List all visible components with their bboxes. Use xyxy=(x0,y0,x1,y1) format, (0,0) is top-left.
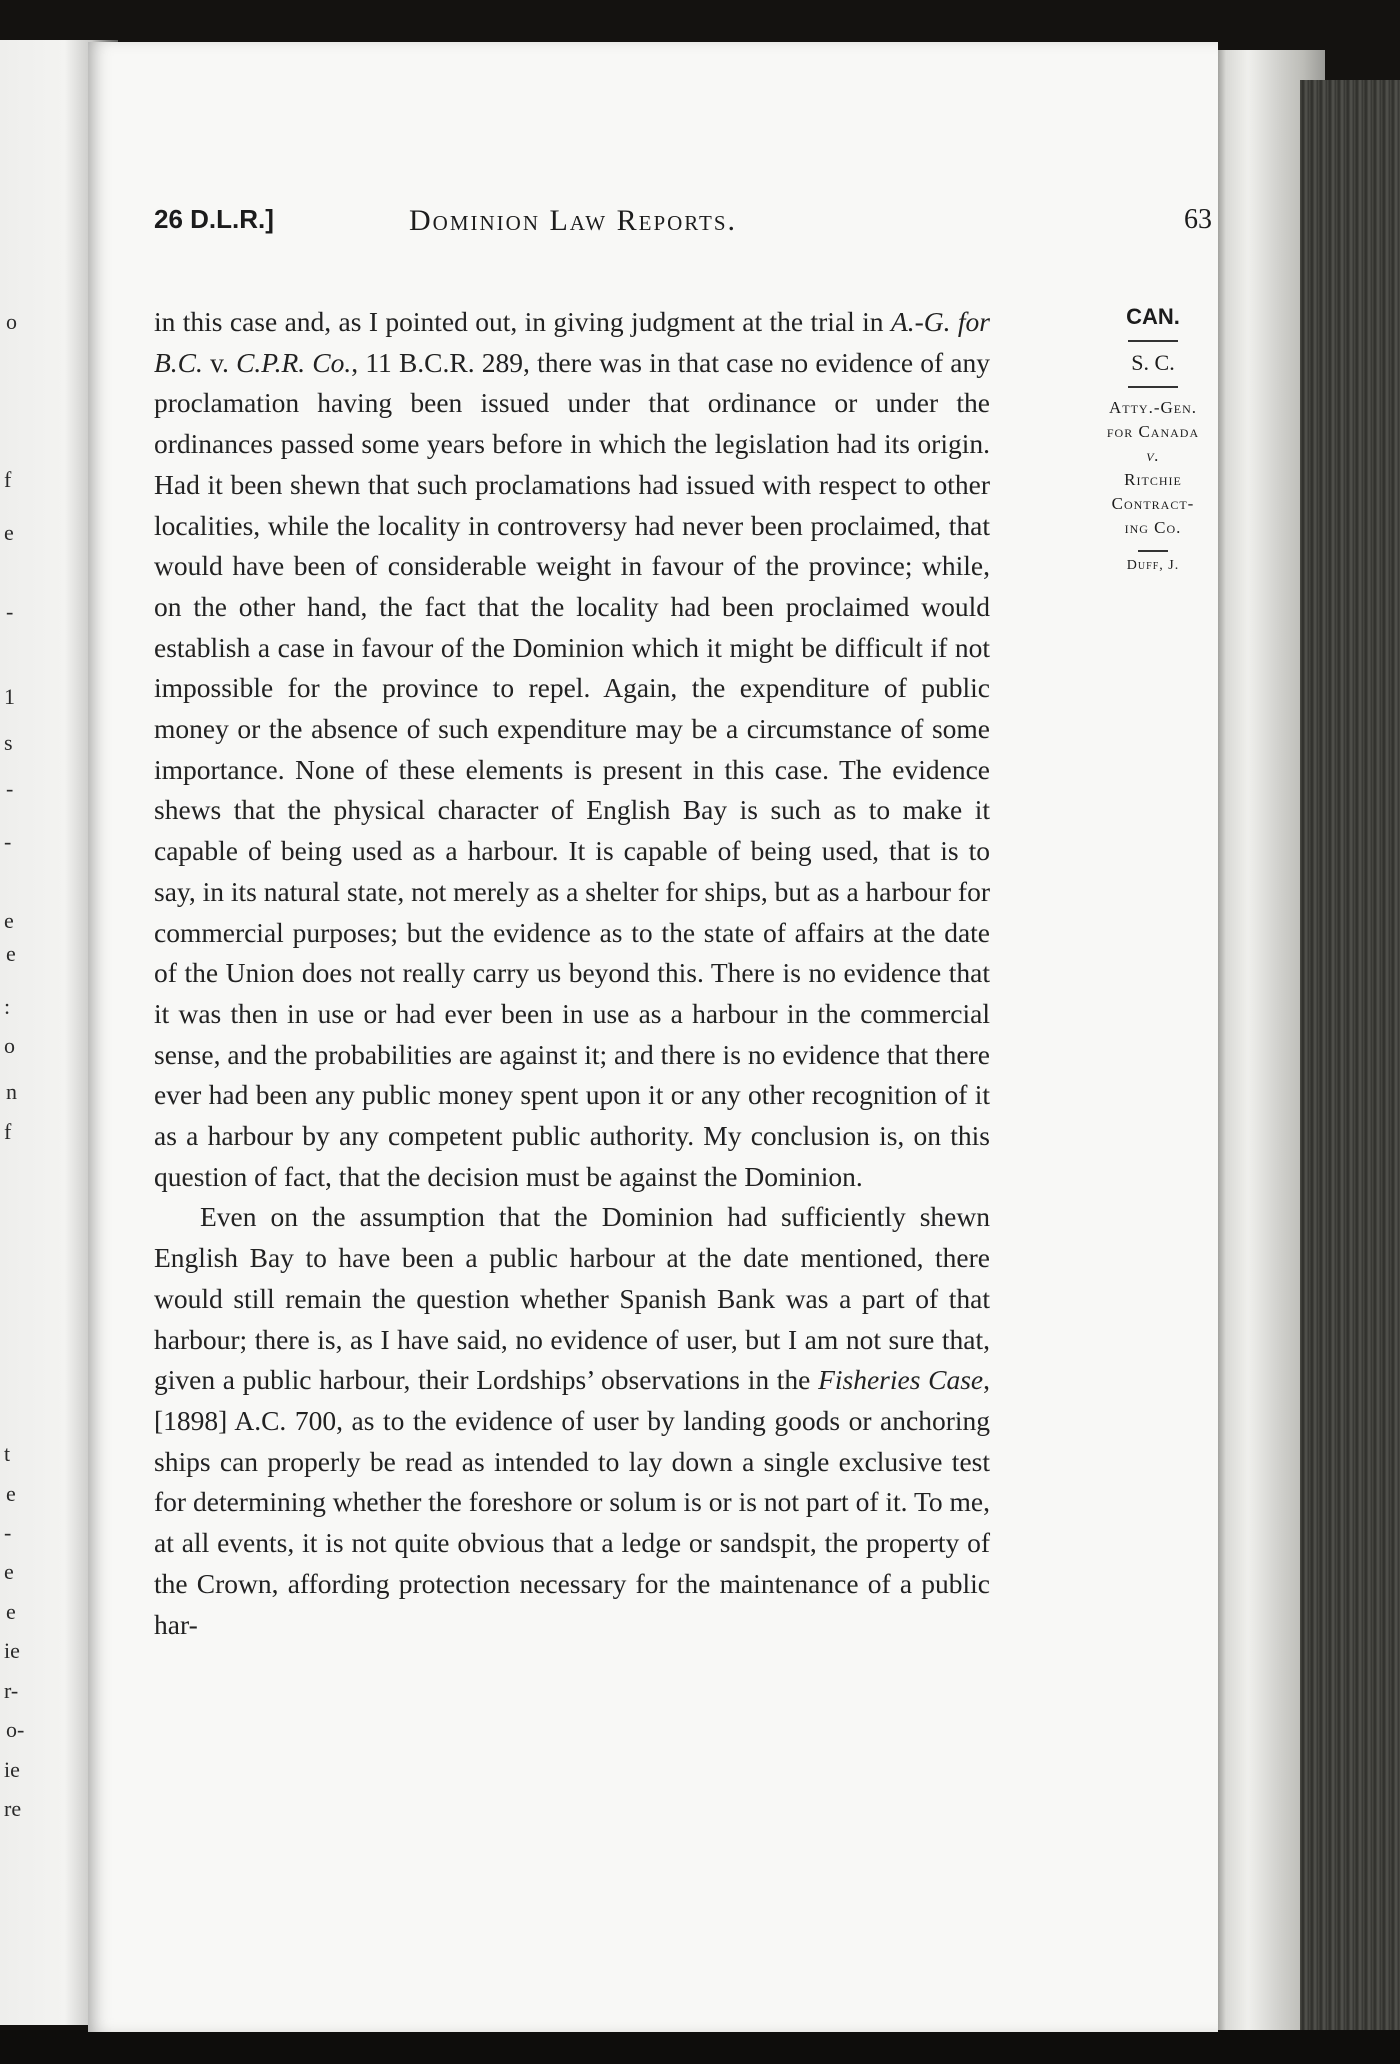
facing-page-char: r- xyxy=(4,1677,19,1703)
case-margin-note xyxy=(1078,304,1228,574)
facing-page-char: e xyxy=(4,1559,14,1585)
facing-page-char: - xyxy=(6,598,14,624)
facing-page-char: ie xyxy=(4,1756,20,1782)
facing-page-char: f xyxy=(4,1118,12,1144)
facing-page-char: o xyxy=(6,309,17,335)
case-citation: A.-G. for B.C. xyxy=(154,306,990,378)
party-plaintiff: Atty.-Gen. for Canada v. Ritchie Contract- ing Co. xyxy=(1078,396,1228,540)
document-page xyxy=(88,42,1218,2032)
facing-page-char: e xyxy=(6,940,16,966)
rule-divider xyxy=(1128,386,1178,388)
court-label: CAN. xyxy=(1126,304,1180,329)
facing-page-char: t xyxy=(4,1441,11,1467)
page-number: 63 xyxy=(1184,204,1212,235)
running-header xyxy=(154,204,1234,244)
text-run: Even on the assumption that the Dominion had sufficiently shewn English Bay to have been a public harbour at the date mentioned, there would still remain the question whether Spanish Bank was a part of that harbour; there is, as I have said, no evidence of user, but I am not sure that, given a public harbour, their Lordships’ observations in the xyxy=(154,1201,990,1396)
court-division: S. C. xyxy=(1131,350,1175,375)
facing-page-char: : xyxy=(4,993,11,1019)
volume-reference: 26 D.L.R.] xyxy=(154,204,274,234)
rule-divider xyxy=(1128,340,1178,342)
text-run: v. xyxy=(202,346,237,378)
publication-title: Dominion Law Reports. xyxy=(409,204,738,237)
facing-page-char: 1 xyxy=(4,684,15,710)
facing-page-char: e xyxy=(4,908,14,934)
book-spine-edge xyxy=(1300,80,1400,2040)
facing-page-char: e xyxy=(6,1480,16,1506)
text-run: in this case and, as I pointed out, in giving judgment at the trial in xyxy=(154,306,891,337)
facing-page-char: ie xyxy=(4,1638,20,1664)
facing-page-char: o xyxy=(4,1033,15,1059)
facing-page-char: f xyxy=(4,467,12,493)
facing-page-char: - xyxy=(6,776,14,802)
text-run: , [1898] A.C. 700, as to the evidence of user by landing goods or anchoring ships can properly be read as intended to lay down a single exclusive test for determining whether the foreshore or solum is or is not part of it. To me, at all events, it is not quite obvious that a ledge or sandspit, the property of the Crown, affording protection necessary for the maintenance of a public har- xyxy=(154,1364,990,1640)
case-citation: C.P.R. Co. xyxy=(236,346,352,378)
bottom-shadow xyxy=(0,2030,1400,2064)
facing-page-char: o- xyxy=(6,1717,25,1743)
judge-name: Duff, J. xyxy=(1126,558,1180,573)
case-citation: Fisheries Case xyxy=(818,1364,984,1396)
paragraph-2 xyxy=(154,1197,990,1645)
facing-page-char: re xyxy=(4,1796,22,1822)
text-run: , 11 B.C.R. 289, there was in that case no evidence of any proclamation having been issued under that ordinance or under the ordinances passed some years before in which the legislation had its origin. Had it been shewn that such proclamations had issued with respect to other localities, while the locality in controversy had never been proclaimed, that would have been of considerable weight in favour of the province; while, on the other hand, the fact that the locality had been proclaimed would establish a case in favour of the Dominion which it might be difficult if not impossible for the province to repel. Again, the expenditure of public money or the absence of such expenditure may be a circumstance of some importance. None of these elements is present in this case. The evidence shews that the physical character of English Bay is such as to make it capable of being used as a harbour. It is capable of being used, that is to say, in its natural state, not merely as a shelter for ships, but as a harbour for commercial purposes; but the evidence as to the state of affairs at the date of the Union does not really carry us beyond this. There is no evidence that it was then in use or had ever been in use as a harbour in the commercial sense, and the probabilities are against it; and there is no evidence that there ever had been any public money spent upon it or any other recognition of it as a harbour by any competent public authority. My conclusion is, on this question of fact, that the decision must be against the Dominion. xyxy=(154,346,990,1192)
facing-page-char: e xyxy=(4,519,14,545)
versus-label: v. xyxy=(1146,446,1160,465)
facing-page-char: n xyxy=(6,1079,17,1105)
paragraph-1 xyxy=(154,302,990,1197)
facing-page-char: e xyxy=(6,1598,16,1624)
body-text xyxy=(154,302,990,1645)
facing-page-char: - xyxy=(4,829,12,855)
facing-page-char: s xyxy=(4,730,13,756)
rule-divider xyxy=(1138,550,1168,552)
facing-page-char: - xyxy=(4,1519,12,1545)
